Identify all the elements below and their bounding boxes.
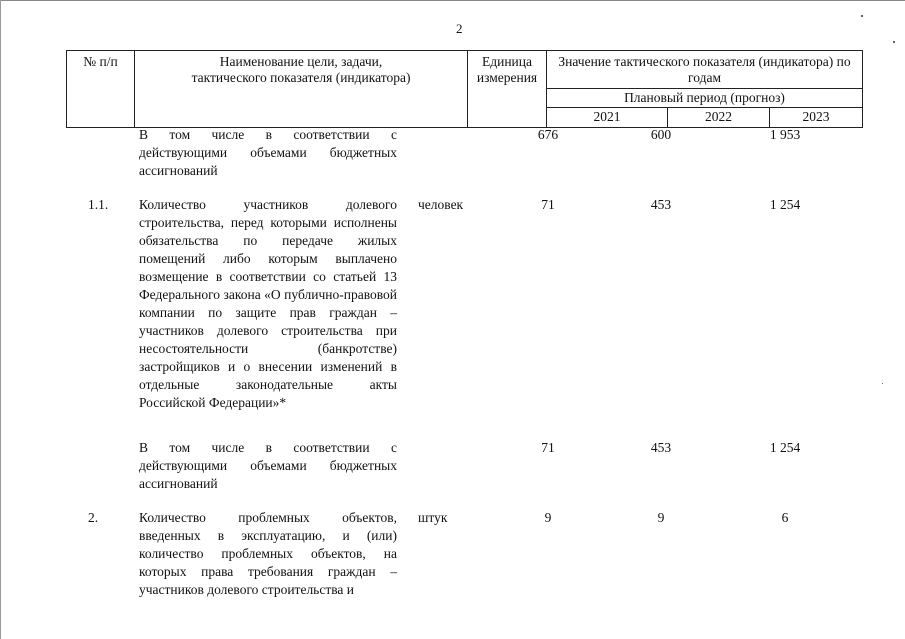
row-4-number: 2.	[88, 510, 99, 525]
scan-speck	[893, 41, 895, 43]
row-2-unit: человек	[418, 197, 464, 212]
header-value: Значение тактического показателя (индикатора) по годам	[547, 51, 863, 89]
row-4-value-2021: 9	[544, 510, 552, 525]
row-4-unit: штук	[418, 510, 448, 525]
scan-speck	[882, 383, 883, 384]
row-3-value-2021: 71	[541, 440, 555, 455]
header-num: № п/п	[67, 51, 135, 128]
header-year-2022: 2022	[668, 108, 770, 128]
header-name: Наименование цели, задачи, тактического показателя (индикатора)	[135, 51, 468, 128]
header-year-2021: 2021	[547, 108, 668, 128]
header-period: Плановый период (прогноз)	[547, 89, 863, 108]
row-2-value-2022: 453	[650, 197, 672, 212]
scan-speck	[861, 15, 863, 17]
row-3-description: В том числе в соответствии с действующими объемами бюджетных ассигнований	[139, 440, 397, 491]
table-header	[66, 50, 863, 128]
scan-edge-left	[0, 0, 1, 639]
row-2-number: 1.1.	[88, 197, 109, 212]
header-year-2023: 2023	[770, 108, 863, 128]
row-4-value-2022: 9	[657, 510, 665, 525]
row-2-description: Количество участников долевого строительства, перед которыми исполнены обязательства по передаче жилых помещений либо которым выплачено возмещение в соответствии со статьей 13 Федерального закона «О публично-правовой компании по защите прав граждан – участников долевого строительства при несостоятельности (банкротстве) застройщиков и о внесении изменений в отдельные законодательные акты Российской Федерации»*	[139, 197, 397, 410]
row-1-value-2021: 676	[537, 127, 559, 142]
row-3-value-2022: 453	[650, 440, 672, 455]
row-2-value-2023: 1 254	[769, 197, 801, 212]
row-4-value-2023: 6	[781, 510, 789, 525]
row-3-value-2023: 1 254	[769, 440, 801, 455]
row-1-value-2023: 1 953	[769, 127, 801, 142]
row-2-value-2021: 71	[541, 197, 555, 212]
row-1-description: В том числе в соответствии с действующими объемами бюджетных ассигнований	[139, 127, 397, 178]
row-4-description: Количество проблемных объектов, введенных в эксплуатацию, и (или) количество проблемных объектов, на которых права требования граждан – участников долевого строительства и	[139, 510, 397, 597]
page-number: 2	[456, 21, 463, 36]
row-1-value-2022: 600	[650, 127, 672, 142]
header-unit: Единица измерения	[468, 51, 547, 128]
scan-edge-top	[0, 0, 905, 1]
